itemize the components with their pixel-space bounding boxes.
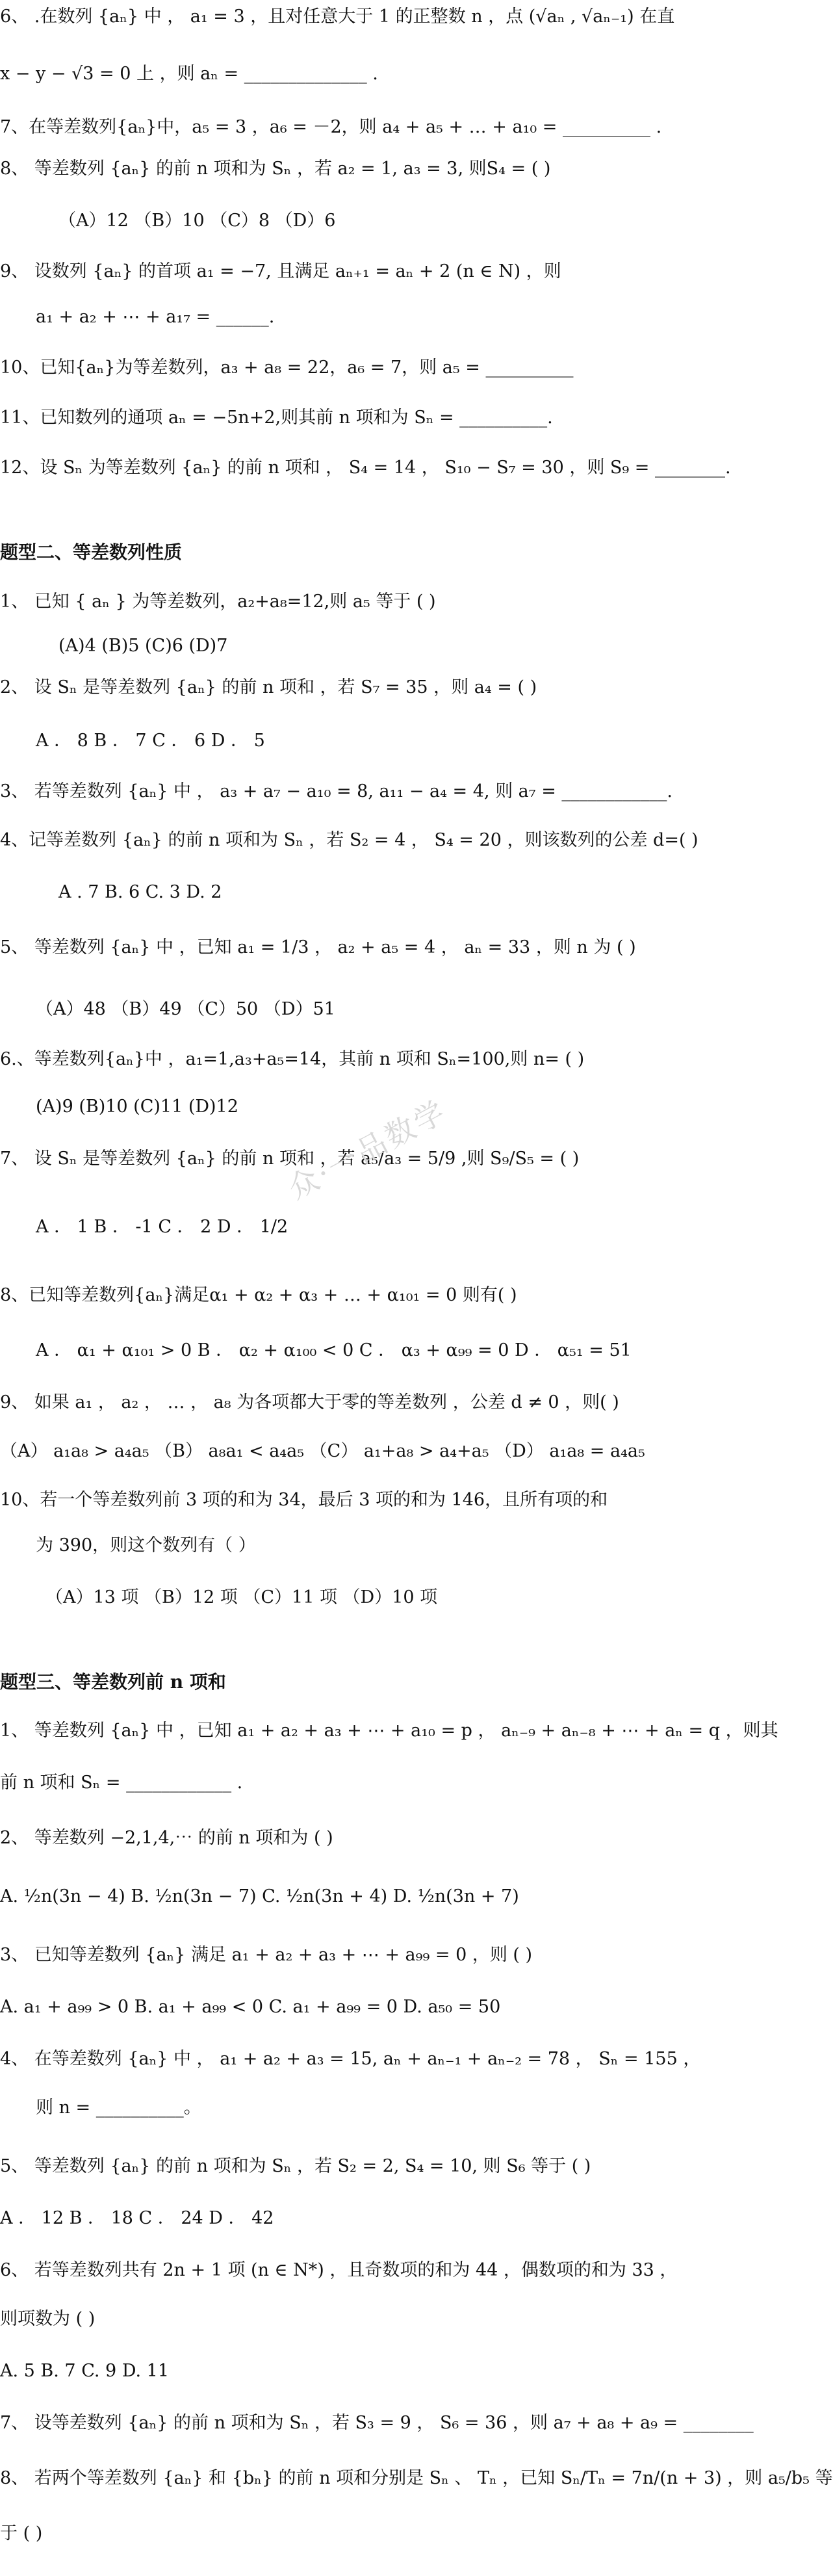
option-line: A ． 12 B ． 18 C ． 24 D ． 42 xyxy=(0,2208,274,2228)
question-line: x − y − √3 = 0 上 ，则 aₙ = ______________ . xyxy=(0,64,378,84)
question-line: 10、若一个等差数列前 3 项的和为 34，最后 3 项的和为 146，且所有项的和 xyxy=(0,1490,608,1510)
option-line: (A)4 (B)5 (C)6 (D)7 xyxy=(58,636,228,656)
question-line: 7、在等差数列{aₙ}中，a₅ = 3 ，a₆ = －2，则 a₄ + a₅ + … + a₁₀ = __________ . xyxy=(0,117,662,137)
question-line: 3、 若等差数列 {aₙ} 中 ， a₃ + a₇ − a₁₀ = 8, a₁₁ − a₄ = 4, 则 a₇ = ____________. xyxy=(0,781,673,801)
question-line: 8、 若两个等差数列 {aₙ} 和 {bₙ} 的前 n 项和分别是 Sₙ 、 Tₙ ，已知 Sₙ/Tₙ = 7n/(n + 3) ，则 a₅/b₅ 等 xyxy=(0,2468,833,2488)
question-line: 于 ( ) xyxy=(0,2523,43,2543)
section-heading: 题型三、等差数列前 n 项和 xyxy=(0,1671,226,1693)
question-line: 6、 .在数列 {aₙ} 中 ， a₁ = 3 ，且对任意大于 1 的正整数 n ，点 (√aₙ , √aₙ₋₁) 在直 xyxy=(0,7,675,27)
question-line: 4、记等差数列 {aₙ} 的前 n 项和为 Sₙ ，若 S₂ = 4 ， S₄ = 20 ，则该数列的公差 d=( ) xyxy=(0,830,698,850)
option-line: A. 5 B. 7 C. 9 D. 11 xyxy=(0,2361,170,2381)
question-line: 5、 等差数列 {aₙ} 中 ，已知 a₁ = 1/3 ， a₂ + a₅ = 4 ， aₙ = 33 ，则 n 为 ( ) xyxy=(0,937,636,957)
question-line: 5、 等差数列 {aₙ} 的前 n 项和为 Sₙ ，若 S₂ = 2, S₄ = 10, 则 S₆ 等于 ( ) xyxy=(0,2156,591,2176)
question-line: 2、 等差数列 −2,1,4,⋯ 的前 n 项和为 ( ) xyxy=(0,1828,333,1848)
question-line: 9、 设数列 {aₙ} 的首项 a₁ = −7, 且满足 aₙ₊₁ = aₙ + 2 (n ∈ N) ，则 xyxy=(0,261,561,281)
option-line: A. a₁ + a₉₉ > 0 B. a₁ + a₉₉ < 0 C. a₁ + a₉₉ = 0 D. a₅₀ = 50 xyxy=(0,1997,501,2017)
question-line: 10、已知{aₙ}为等差数列，a₃ + a₈ = 22，a₆ = 7，则 a₅ = __________ xyxy=(0,358,574,378)
question-line: 为 390，则这个数列有（ ） xyxy=(36,1535,256,1555)
question-line: 1、 已知 { aₙ } 为等差数列，a₂+a₈=12,则 a₅ 等于 ( ) xyxy=(0,592,436,612)
option-line: (A)9 (B)10 (C)11 (D)12 xyxy=(36,1097,238,1117)
question-line: 6、 若等差数列共有 2n + 1 项 (n ∈ N*) ，且奇数项的和为 44 ，偶数项的和为 33 ， xyxy=(0,2260,678,2280)
question-line: 8、 等差数列 {aₙ} 的前 n 项和为 Sₙ ，若 a₂ = 1, a₃ = 3, 则S₄ = ( ) xyxy=(0,159,551,179)
question-line: 3、 已知等差数列 {aₙ} 满足 a₁ + a₂ + a₃ + ⋯ + a₉₉ = 0 ，则 ( ) xyxy=(0,1945,533,1965)
option-line: （A）12 （B）10 （C）8 （D）6 xyxy=(58,211,336,231)
option-line: A. ½n(3n − 4) B. ½n(3n − 7) C. ½n(3n + 4) D. ½n(3n + 7) xyxy=(0,1886,519,1906)
question-line: a₁ + a₂ + ⋯ + a₁₇ = ______. xyxy=(36,307,275,327)
option-line: A ． 8 B ． 7 C ． 6 D ． 5 xyxy=(36,731,265,751)
question-line: 前 n 项和 Sₙ = ____________ . xyxy=(0,1773,243,1793)
option-line: （A） a₁a₈ > a₄a₅ （B） a₈a₁ < a₄a₅ （C） a₁+a₈ > a₄+a₅ （D） a₁a₈ = a₄a₅ xyxy=(0,1441,645,1461)
option-line: A . 7 B. 6 C. 3 D. 2 xyxy=(58,882,222,902)
question-line: 9、 如果 a₁ ， a₂ ， … ， a₈ 为各项都大于零的等差数列 ，公差 d ≠ 0 ，则( ) xyxy=(0,1392,619,1412)
question-line: 1、 等差数列 {aₙ} 中 ，已知 a₁ + a₂ + a₃ + ⋯ + a₁₀ = p ， aₙ₋₉ + aₙ₋₈ + ⋯ + aₙ = q ，则其 xyxy=(0,1721,778,1741)
question-line: 6.、等差数列{aₙ}中 ，a₁=1,a₃+a₅=14，其前 n 项和 Sₙ=100,则 n= ( ) xyxy=(0,1049,585,1069)
question-line: 则 n = __________。 xyxy=(36,2098,201,2118)
option-line: A ． α₁ + α₁₀₁ > 0 B ． α₂ + α₁₀₀ < 0 C ． α₃ + α₉₉ = 0 D ． α₅₁ = 51 xyxy=(36,1340,632,1360)
option-line: A ． 1 B ． -1 C ． 2 D ． 1/2 xyxy=(36,1217,288,1237)
question-line: 4、 在等差数列 {aₙ} 中 ， a₁ + a₂ + a₃ = 15, aₙ + aₙ₋₁ + aₙ₋₂ = 78 ， Sₙ = 155 ， xyxy=(0,2049,701,2069)
option-line: （A）13 项 （B）12 项 （C）11 项 （D）10 项 xyxy=(45,1587,438,1607)
question-line: 则项数为 ( ) xyxy=(0,2309,96,2329)
watermark: 众·一品数学 xyxy=(282,1093,453,1206)
question-line: 8、已知等差数列{aₙ}满足α₁ + α₂ + α₃ + … + α₁₀₁ = 0 则有( ) xyxy=(0,1285,517,1305)
section-heading: 题型二、等差数列性质 xyxy=(0,541,183,563)
question-line: 12、设 Sₙ 为等差数列 {aₙ} 的前 n 项和 ， S₄ = 14 ， S₁₀ − S₇ = 30 ，则 S₉ = ________. xyxy=(0,458,731,478)
question-line: 7、 设等差数列 {aₙ} 的前 n 项和为 Sₙ ，若 S₃ = 9 ， S₆ = 36 ，则 a₇ + a₈ + a₉ = ________ xyxy=(0,2413,754,2433)
question-line: 7、 设 Sₙ 是等差数列 {aₙ} 的前 n 项和 ，若 a₅/a₃ = 5/9 ,则 S₉/S₅ = ( ) xyxy=(0,1149,580,1169)
question-line: 2、 设 Sₙ 是等差数列 {aₙ} 的前 n 项和 ，若 S₇ = 35 ，则 a₄ = ( ) xyxy=(0,677,537,697)
option-line: （A）48 （B）49 （C）50 （D）51 xyxy=(36,999,335,1019)
question-line: 11、已知数列的通项 aₙ = −5n+2,则其前 n 项和为 Sₙ = __________. xyxy=(0,408,553,428)
